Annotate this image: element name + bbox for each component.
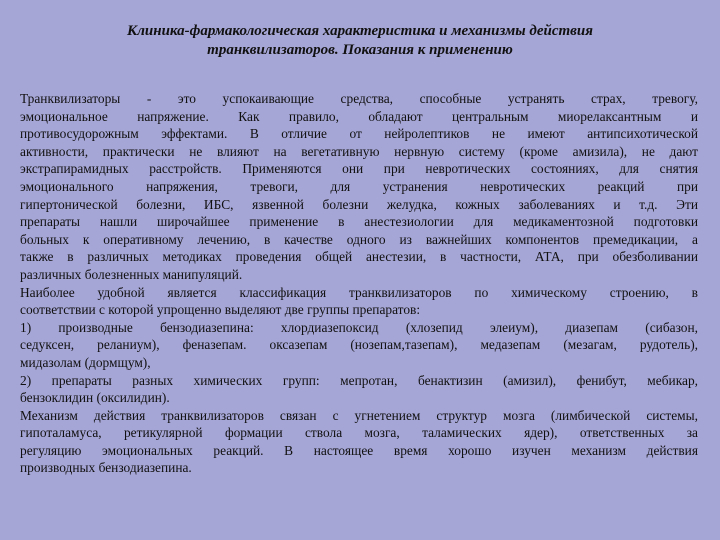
text-line: эмоциональное напряжение. Как правило, обладают центральным миорелаксантным и xyxy=(20,108,698,124)
text-line: эмоционального напряжения, тревоги, для устранения невротических реакций при xyxy=(20,178,698,194)
text-line: седуксен, реланиум), феназепам. оксазепам (нозепам,тазепам), медазепам (мезагам, рудотель), xyxy=(20,337,698,353)
text-line: производных бензодиазепина. xyxy=(20,460,192,476)
text-line: Механизм действия транквилизаторов связан с угнетением структур мозга (лимбической системы, xyxy=(20,407,698,423)
text-line: 2) препараты разных химических групп: мепротан, бенактизин (амизил), фенибут, мебикар, xyxy=(20,372,698,388)
text-line: бензоклидин (оксилидин). xyxy=(20,390,170,406)
text-line: активности, практически не влияют на вегетативную нервную систему (кроме амизила), не дают xyxy=(20,143,698,159)
text-line: мидазолам (дормщум), xyxy=(20,354,151,370)
text-line: гипоталамуса, ретикулярной формации ствола мозга, таламических ядер), ответственных за xyxy=(20,425,698,441)
text-line: противосудорожным эффектами. В отличие от нейролептиков не имеют антипсихотической xyxy=(20,126,698,142)
title-line-1: Клиника-фармакологическая характеристика и механизмы действия xyxy=(127,23,593,39)
paragraph-1 xyxy=(20,90,698,284)
text-line: гипертонической болезни, ИБС, язвенной болезни желудка, кожных заболеваниях и т.д. Эти xyxy=(20,196,698,212)
paragraph-2 xyxy=(20,284,698,319)
text-line: соответствии с которой упрощенно выделяют две группы препаратов: xyxy=(20,302,421,318)
paragraph-5 xyxy=(20,407,698,477)
body-text xyxy=(20,90,698,477)
text-line: Транквилизаторы - это успокаивающие средства, способные устранять страх, тревогу, xyxy=(20,91,698,106)
text-line: больных к оперативному лечению, в качестве одного из важнейших компонентов премедикации, а xyxy=(20,231,698,247)
text-line: экстрапирамидных расстройств. Применяются они при невротических состояниях, для снятия xyxy=(20,161,698,177)
text-line: Наиболее удобной является классификация транквилизаторов по химическому строению, в xyxy=(20,284,698,300)
text-line: препараты нашли широчайшее применение в анестезиологии для медикаментозной подготовки xyxy=(20,214,698,230)
slide-title xyxy=(60,22,660,60)
paragraph-3 xyxy=(20,319,698,372)
text-line: также в различных методиках проведения общей анестезии, в частности, АТА, при обезболивании xyxy=(20,249,698,265)
text-line: различных болезненных манипуляций. xyxy=(20,266,243,282)
text-line: регуляцию эмоциональных реакций. В настоящее время хорошо изучен механизм действия xyxy=(20,442,698,458)
title-line-2: транквилизаторов. Показания к применению xyxy=(207,42,513,58)
paragraph-4 xyxy=(20,372,698,407)
text-line: 1) производные бензодиазепина: хлордиазепоксид (хлозепид элеиум), диазепам (сибазон, xyxy=(20,319,698,335)
